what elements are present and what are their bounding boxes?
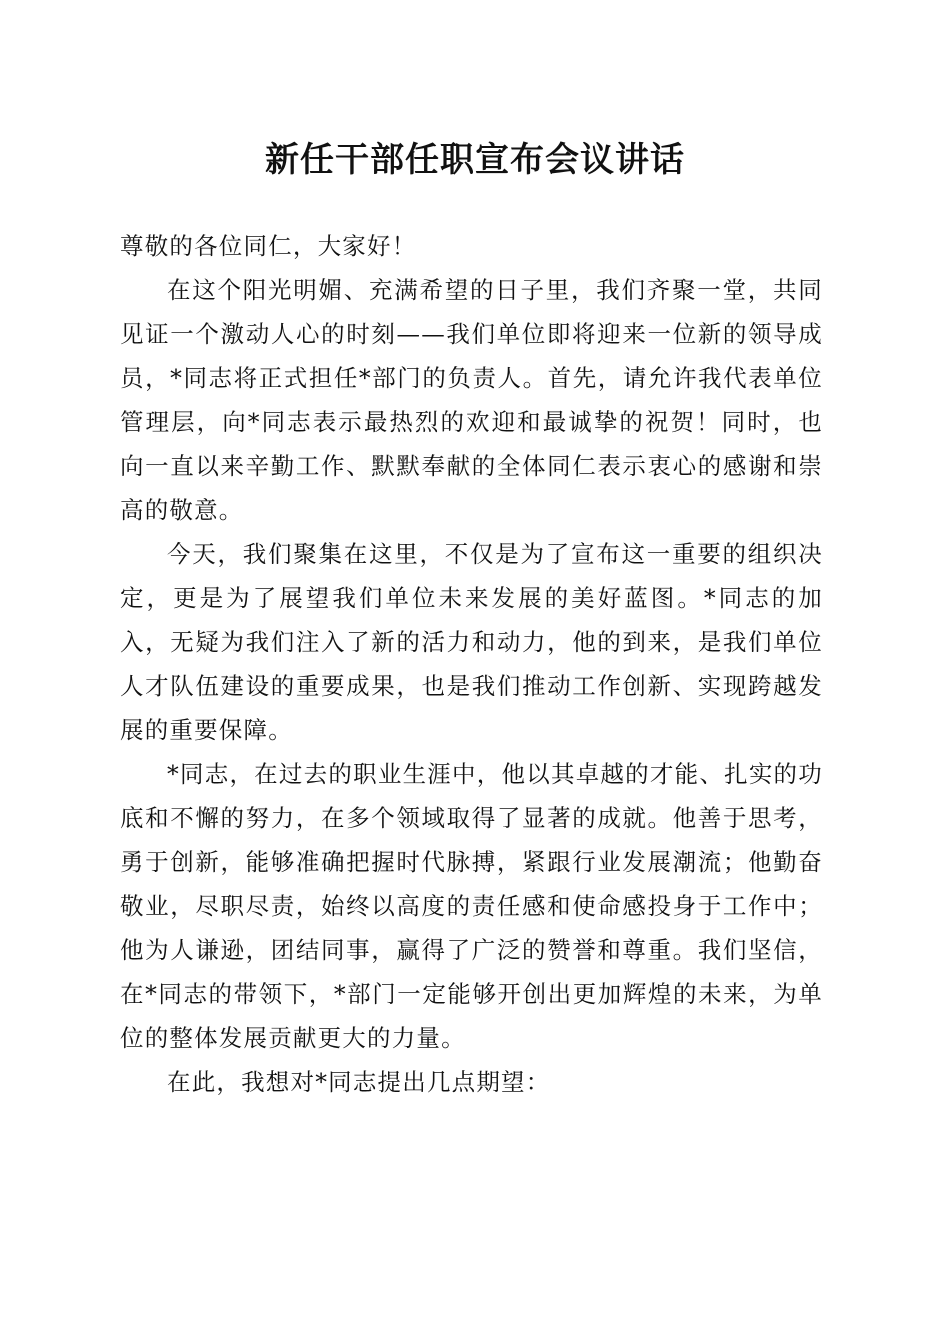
body-paragraph: *同志，在过去的职业生涯中，他以其卓越的才能、扎实的功底和不懈的努力，在多个领域取得了显著的成就。他善于思考，勇于创新，能够准确把握时代脉搏，紧跟行业发展潮流；他勤奋敬业，尽职尽责，始终以高度的责任感和使命感投身于工作中；他为人谦逊，团结同事，赢得了广泛的赞誉和尊重。我们坚信，在*同志的带领下，*部门一定能够开创出更加辉煌的未来，为单位的整体发展贡献更大的力量。 [120, 760, 823, 1052]
body-paragraph: 今天，我们聚集在这里，不仅是为了宣布这一重要的组织决定，更是为了展望我们单位未来发展的美好蓝图。*同志的加入，无疑为我们注入了新的活力和动力，他的到来，是我们单位人才队伍建设的重要成果，也是我们推动工作创新、实现跨越发展的重要保障。 [120, 540, 823, 744]
document-title: 新任干部任职宣布会议讲话 [265, 140, 685, 180]
greeting-paragraph: 尊敬的各位同仁，大家好！ [120, 232, 417, 260]
body-paragraph: 在这个阳光明媚、充满希望的日子里，我们齐聚一堂，共同见证一个激动人心的时刻——我们单位即将迎来一位新的领导成员，*同志将正式担任*部门的负责人。首先，请允许我代表单位管理层，向*同志表示最热烈的欢迎和最诚挚的祝贺！同时，也向一直以来辛勤工作、默默奉献的全体同仁表示衷心的感谢和崇高的敬意。 [120, 276, 823, 524]
document-body [120, 224, 823, 1104]
body-paragraph: 在此，我想对*同志提出几点期望： [167, 1068, 551, 1096]
